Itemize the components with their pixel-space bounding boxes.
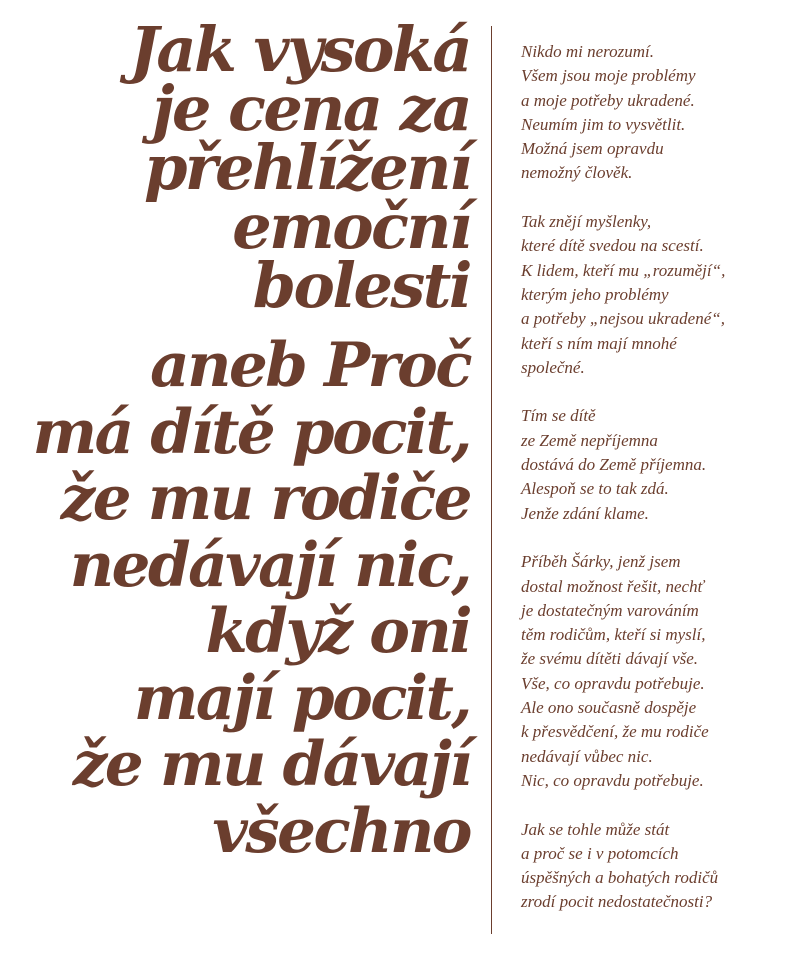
poem-column: [521, 40, 801, 915]
subtitle-line: když oni: [205, 596, 470, 667]
subtitle-line: nedávají nic,: [69, 529, 470, 601]
poem-line: Jak se tohle může stát: [521, 819, 670, 839]
poem-line: Tak znějí myšlenky,: [521, 212, 652, 232]
poem-line: k přesvědčení, že mu rodiče: [521, 722, 709, 742]
title-line: přehlížení: [144, 131, 470, 204]
poem-line: Jenže zdání klame.: [521, 503, 649, 523]
poem-line: Nic, co opravdu potřebuje.: [521, 770, 704, 790]
headline-column: [20, 13, 470, 867]
subtitle-line: že mu rodiče: [60, 463, 470, 534]
title-line: bolesti: [252, 249, 470, 322]
poem-stanza: [521, 404, 801, 525]
poem-line: a potřeby „nejsou ukradené“,: [521, 309, 725, 329]
subtitle-line: má dítě pocit,: [32, 396, 470, 468]
poem-line: Vše, co opravdu potřebuje.: [521, 673, 705, 693]
poem-line: nemožný člověk.: [521, 163, 633, 183]
poem-stanza: [521, 818, 801, 915]
poem-line: Ale ono současně dospěje: [521, 698, 697, 718]
poem-line: Všem jsou moje problémy: [521, 66, 696, 86]
poem-line: Tím se dítě: [521, 406, 596, 426]
poem-line: dostává do Země příjemna.: [521, 455, 707, 475]
title: [20, 13, 470, 322]
poem-line: K lidem, kteří mu „rozumějí“,: [521, 260, 726, 280]
subtitle: [20, 330, 470, 867]
poem-line: a proč se i v potomcích: [521, 843, 679, 863]
column-divider: [491, 26, 492, 934]
poem-line: je dostatečným varováním: [521, 600, 699, 620]
subtitle-line: mají pocit,: [133, 662, 470, 734]
poem-line: Příběh Šárky, jenž jsem: [521, 552, 681, 572]
poem-line: těm rodičům, kteří si myslí,: [521, 625, 706, 645]
poem-line: které dítě svedou na scestí.: [521, 236, 704, 256]
poem-line: že svému dítěti dávají vše.: [521, 649, 699, 669]
poem-line: Nikdo mi nerozumí.: [521, 42, 655, 61]
poem-line: a moje potřeby ukradené.: [521, 90, 695, 110]
poem-stanza: [521, 40, 801, 186]
title-line: je cena za: [152, 72, 470, 145]
subtitle-line: aneb Proč: [150, 330, 470, 401]
title-line: Jak vysoká: [129, 13, 470, 86]
poem-line: ze Země nepříjemna: [521, 430, 658, 450]
poem-line: kterým jeho problémy: [521, 284, 669, 304]
poem-line: dostal možnost řešit, nechť: [521, 576, 704, 596]
title-line: emoční: [232, 190, 470, 263]
poem-line: úspěšných a bohatých rodičů: [521, 868, 719, 888]
subtitle-line: všechno: [212, 795, 470, 867]
poem-line: Možná jsem opravdu: [521, 139, 664, 159]
poem-line: Neumím jim to vysvětlit.: [521, 114, 686, 134]
subtitle-line: že mu dávají: [72, 729, 470, 800]
poem-stanza: [521, 550, 801, 793]
poem-line: společné.: [521, 357, 585, 377]
poem-line: Alespoň se to tak zdá.: [521, 479, 669, 499]
poem-line: kteří s ním mají mnohé: [521, 333, 677, 353]
poem-line: zrodí pocit nedostatečnosti?: [521, 892, 713, 912]
poem-stanza: [521, 210, 801, 380]
poem-line: nedávají vůbec nic.: [521, 746, 653, 766]
